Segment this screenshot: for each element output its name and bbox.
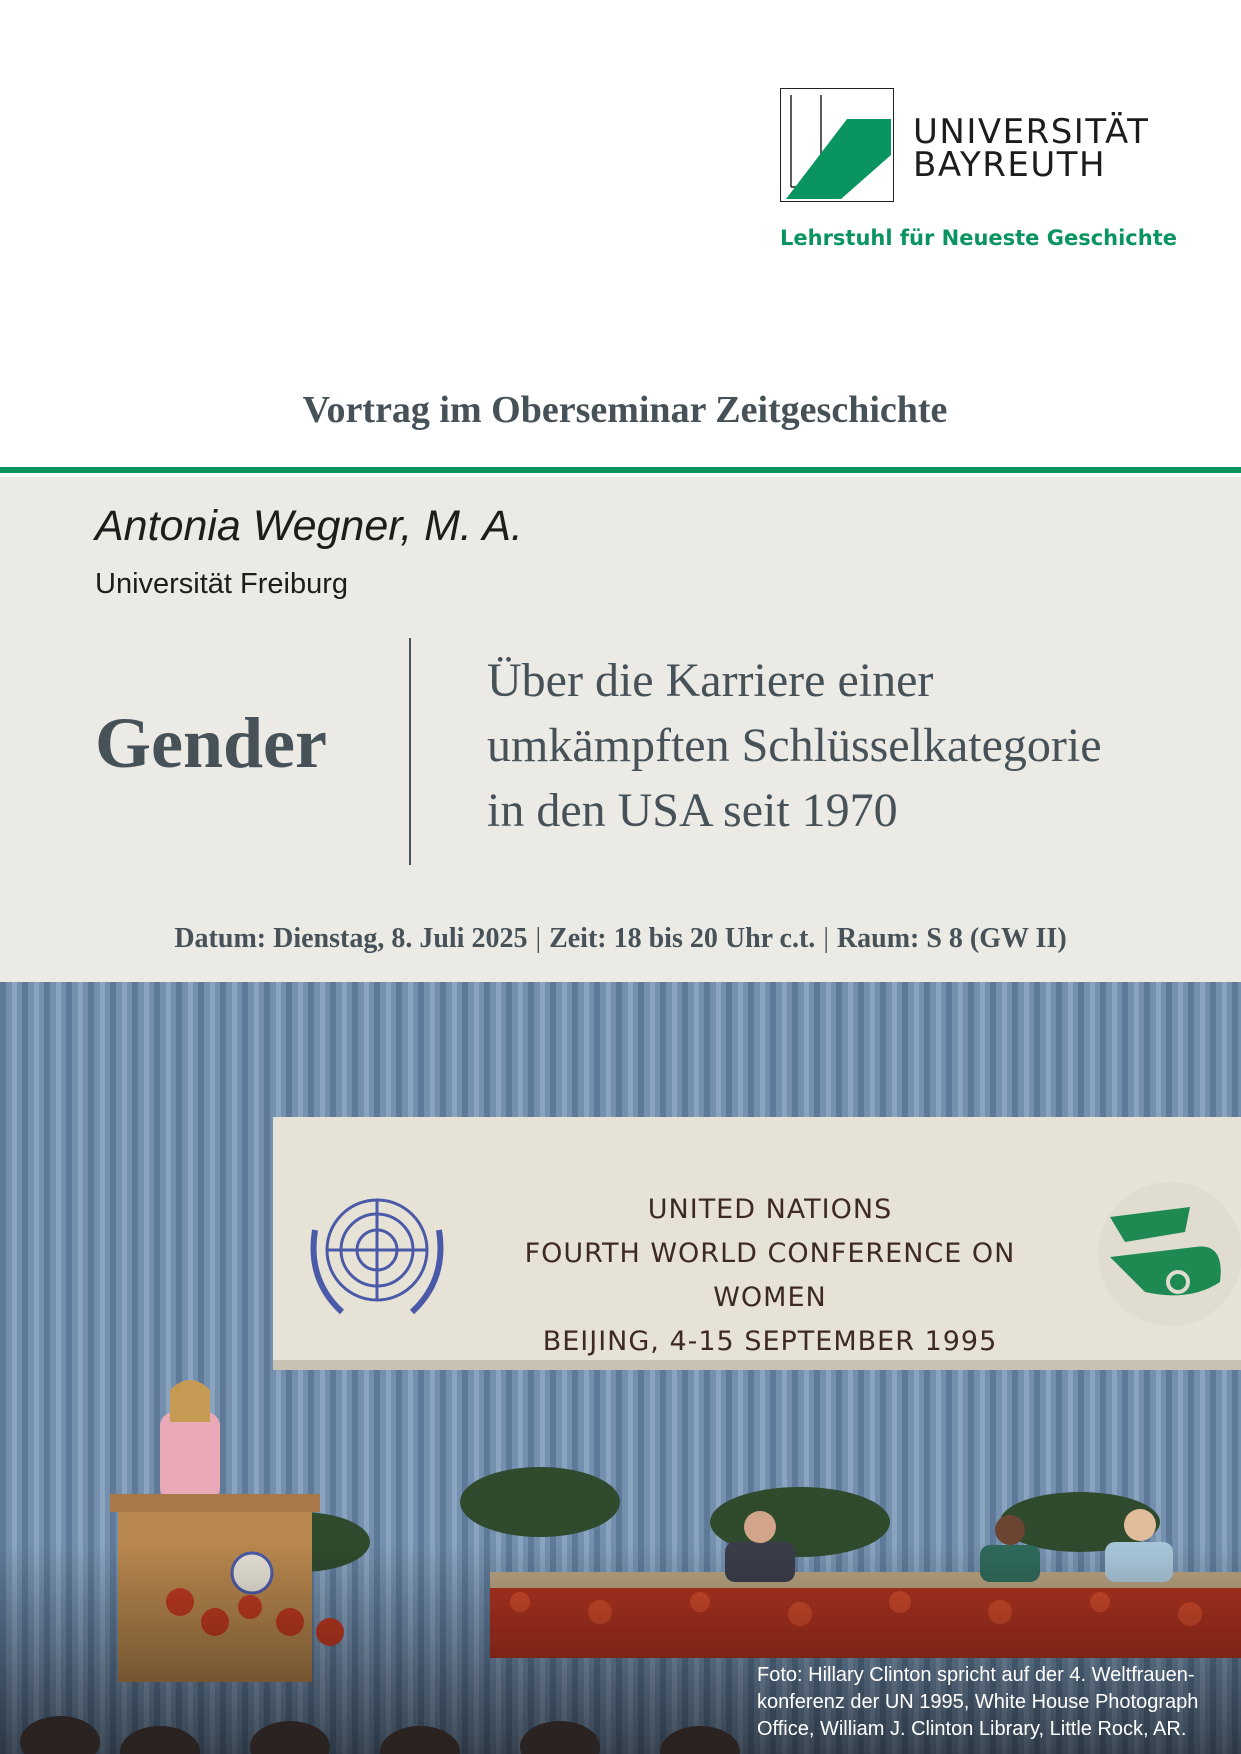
vertical-divider xyxy=(409,638,411,865)
green-divider xyxy=(0,467,1241,473)
event-room: Raum: S 8 (GW II) xyxy=(836,923,1067,954)
university-logo-mark xyxy=(780,88,894,202)
banner-line-1: UNITED NATIONS xyxy=(647,1194,893,1225)
talk-subtitle-line-1: Über die Karriere einer xyxy=(487,654,934,707)
university-name-line-1: UNIVERSITÄT xyxy=(913,112,1150,152)
event-details xyxy=(0,923,1241,955)
photo-caption xyxy=(757,1662,1237,1743)
university-name xyxy=(913,112,1150,185)
event-date: Datum: Dienstag, 8. Juli 2025 xyxy=(174,923,528,954)
seminar-heading: Vortrag im Oberseminar Zeitgeschichte xyxy=(302,389,948,431)
separator: | xyxy=(535,923,542,954)
speaker-affiliation: Universität Freiburg xyxy=(95,568,349,600)
talk-subtitle-line-3: in den USA seit 1970 xyxy=(487,784,898,837)
talk-title: Gender xyxy=(95,703,327,783)
caption-line-2: konferenz der UN 1995, White House Photograph xyxy=(757,1691,1199,1713)
banner-line-2: FOURTH WORLD CONFERENCE ON WOMEN xyxy=(524,1238,1016,1313)
conference-photo xyxy=(0,982,1241,1754)
conference-banner-text xyxy=(470,1188,1070,1364)
talk-subtitle-line-2: umkämpften Schlüsselkategorie xyxy=(487,719,1102,772)
talk-subtitle xyxy=(487,648,1232,843)
event-time: Zeit: 18 bis 20 Uhr c.t. xyxy=(549,923,816,954)
separator: | xyxy=(823,923,829,954)
caption-line-1: Foto: Hillary Clinton spricht auf der 4. Weltfrauen- xyxy=(757,1664,1195,1686)
banner-line-3: BEIJING, 4-15 SEPTEMBER 1995 xyxy=(542,1326,998,1357)
chair-name: Lehrstuhl für Neueste Geschichte xyxy=(780,226,1177,250)
university-name-line-2: BAYREUTH xyxy=(913,145,1107,185)
caption-line-3: Office, William J. Clinton Library, Little Rock, AR. xyxy=(757,1718,1187,1740)
speaker-name: Antonia Wegner, M. A. xyxy=(95,502,523,550)
